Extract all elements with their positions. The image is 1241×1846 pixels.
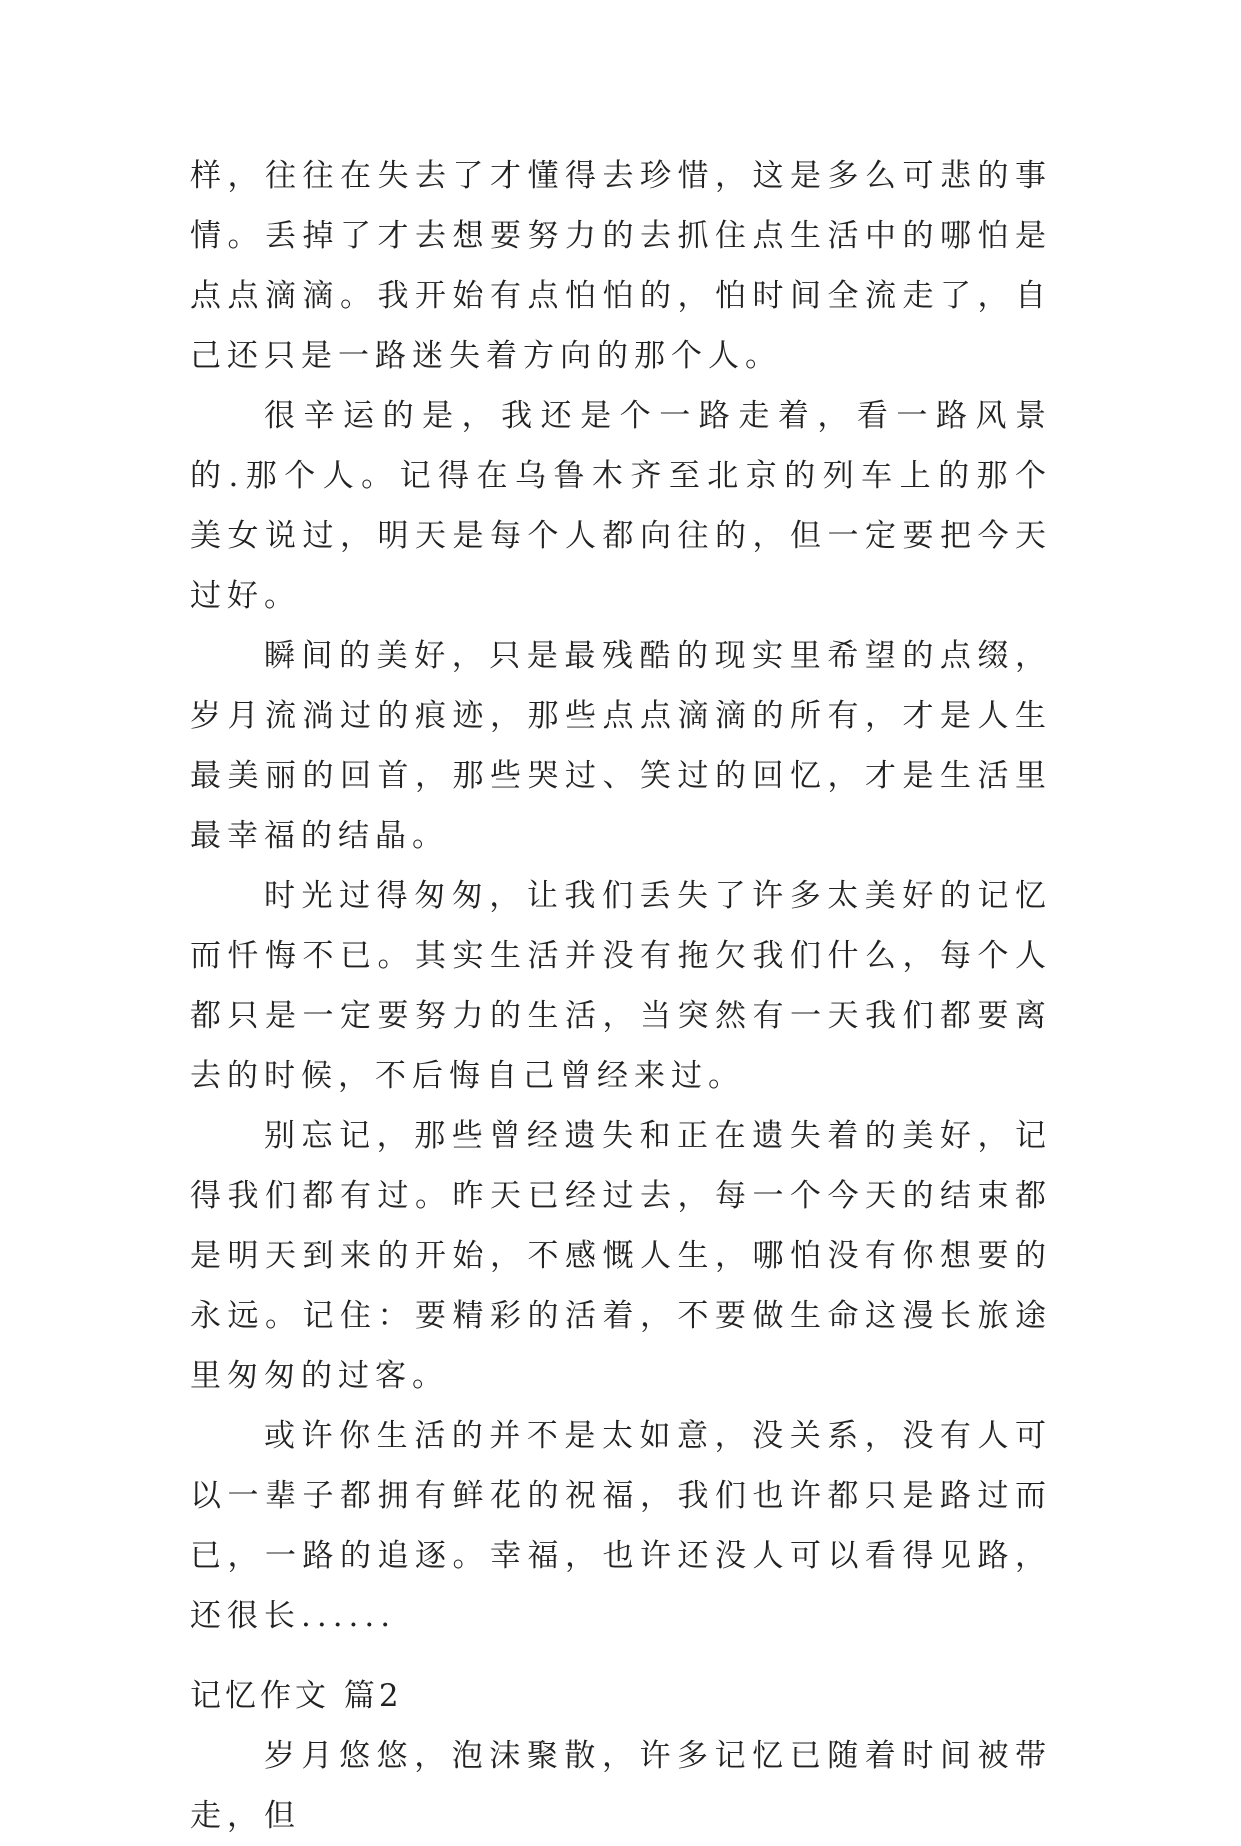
paragraph-5: 别忘记，那些曾经遗失和正在遗失着的美好，记得我们都有过。昨天已经过去，每一个今天的结束都是明天到来的开始，不感慨人生，哪怕没有你想要的永远。记住：要精彩的活着，不要做生命这漫长旅途里匆匆的过客。 bbox=[190, 1118, 1052, 1394]
document-body bbox=[190, 146, 1052, 1846]
paragraph-7: 岁月悠悠，泡沫聚散，许多记忆已随着时间被带走，但 bbox=[190, 1738, 1052, 1834]
paragraph-2: 很辛运的是，我还是个一路走着，看一路风景的.那个人。记得在乌鲁木齐至北京的列车上的那个美女说过，明天是每个人都向往的，但一定要把今天过好。 bbox=[190, 398, 1052, 614]
paragraph-4: 时光过得匆匆，让我们丢失了许多太美好的记忆而忏悔不已。其实生活并没有拖欠我们什么，每个人都只是一定要努力的生活，当突然有一天我们都要离去的时候，不后悔自己曾经来过。 bbox=[190, 878, 1052, 1094]
section-title: 记忆作文 篇2 bbox=[190, 1678, 403, 1714]
paragraph-1: 样，往往在失去了才懂得去珍惜，这是多么可悲的事情。丢掉了才去想要努力的去抓住点生活中的哪怕是点点滴滴。我开始有点怕怕的，怕时间全流走了，自己还只是一路迷失着方向的那个人。 bbox=[190, 158, 1052, 374]
paragraph-6: 或许你生活的并不是太如意，没关系，没有人可以一辈子都拥有鲜花的祝福，我们也许都只是路过而已，一路的追逐。幸福，也许还没人可以看得见路，还很长...... bbox=[190, 1418, 1052, 1634]
paragraph-3: 瞬间的美好，只是最残酷的现实里希望的点缀，岁月流淌过的痕迹，那些点点滴滴的所有，才是人生最美丽的回首，那些哭过、笑过的回忆，才是生活里最幸福的结晶。 bbox=[190, 638, 1052, 854]
